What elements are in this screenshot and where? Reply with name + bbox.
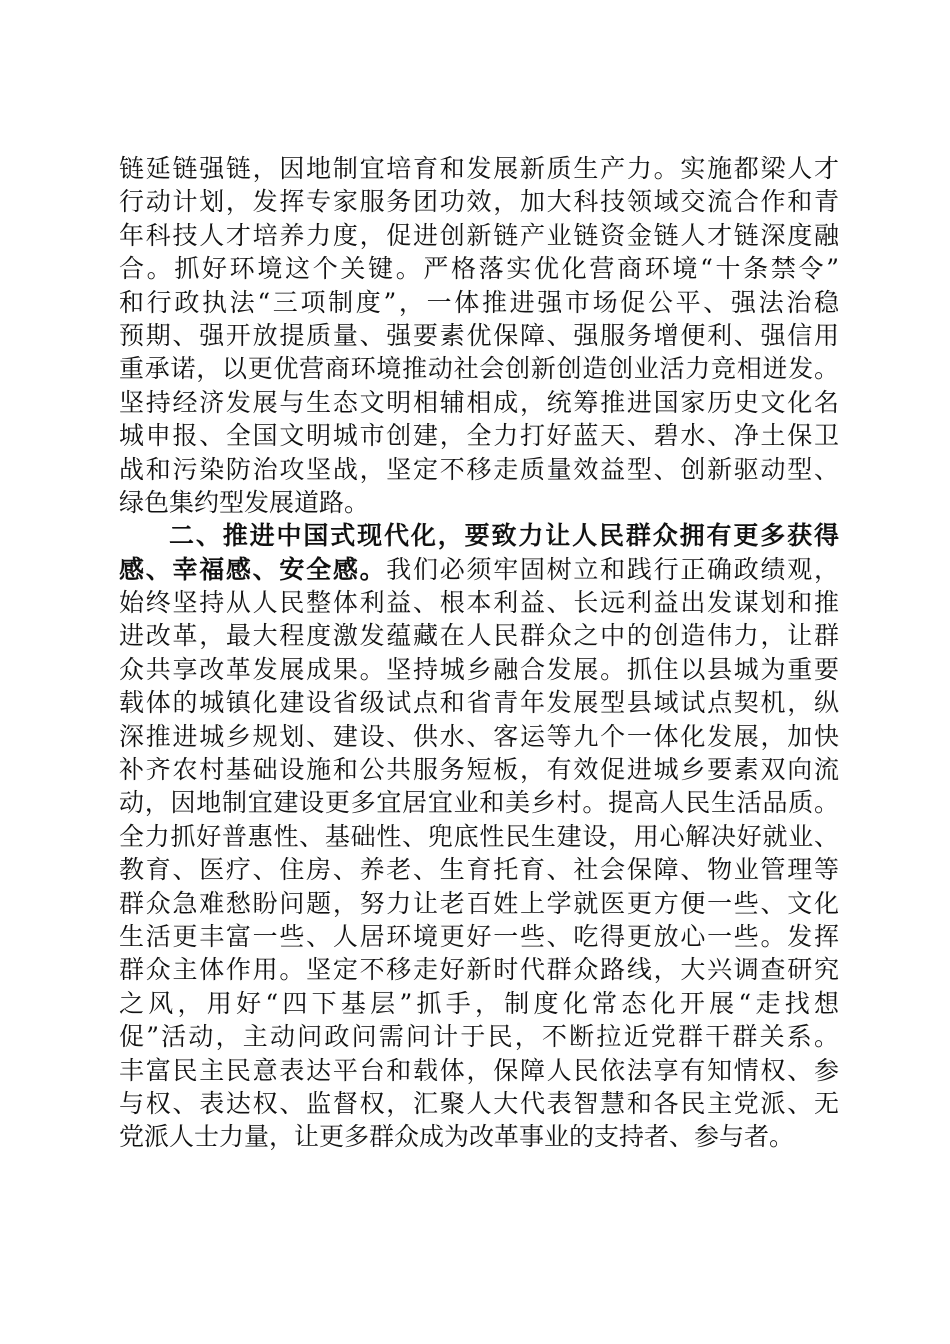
text-line: 促”活动，主动问政问需问计于民，不断拉近党群干群关系。	[119, 1022, 839, 1052]
text-line: 行动计划，发挥专家服务团功效，加大科技领域交流合作和青	[119, 187, 839, 217]
text-line: 年科技人才培养力度，促进创新链产业链资金链人才链深度融	[119, 220, 839, 250]
text-line: 群众主体作用。坚定不移走好新时代群众路线，大兴调查研究	[119, 955, 839, 985]
text-line: 坚持经济发展与生态文明相辅相成，统筹推进国家历史文化名	[119, 387, 839, 417]
text-line: 动，因地制宜建设更多宜居宜业和美乡村。提高人民生活品质。	[119, 788, 839, 818]
text-line: 群众急难愁盼问题，努力让老百姓上学就医更方便一些、文化	[119, 888, 839, 918]
text-line: 载体的城镇化建设省级试点和省青年发展型县域试点契机，纵	[119, 688, 839, 718]
paragraph-people	[119, 519, 839, 1153]
text-line: 链延链强链，因地制宜培育和发展新质生产力。实施都梁人才	[119, 154, 839, 183]
text-line: 与权、表达权、监督权，汇聚人大代表智慧和各民主党派、无	[119, 1088, 839, 1118]
text-line: 深推进城乡规划、建设、供水、客运等九个一体化发展，加快	[119, 721, 839, 751]
text-line: 始终坚持从人民整体利益、根本利益、长远利益出发谋划和推	[119, 588, 839, 618]
text-line: 丰富民主民意表达平台和载体，保障人民依法享有知情权、参	[119, 1055, 839, 1085]
text-line: 补齐农村基础设施和公共服务短板，有效促进城乡要素双向流	[119, 755, 839, 785]
section-heading: 二、推进中国式现代化，要致力让人民群众拥有更多获得	[169, 521, 839, 551]
text-line: 合。抓好环境这个关键。严格落实优化营商环境“十条禁令”	[119, 254, 839, 284]
text-line: 生活更丰富一些、人居环境更好一些、吃得更放心一些。发挥	[119, 921, 839, 951]
text-line	[119, 553, 839, 586]
text-line: 全力抓好普惠性、基础性、兜底性民生建设，用心解决好就业、	[119, 821, 839, 851]
text-fragment: 我们必须牢固树立和践行正确政绩观，	[386, 554, 839, 584]
text-line: 重承诺，以更优营商环境推动社会创新创造创业活力竞相迸发。	[119, 354, 839, 384]
text-line: 和行政执法“三项制度”，一体推进强市场促公平、强法治稳	[119, 287, 839, 317]
text-line: 预期、强开放提质量、强要素优保障、强服务增便利、强信用	[119, 320, 839, 350]
text-line: 党派人士力量，让更多群众成为改革事业的支持者、参与者。	[119, 1122, 795, 1152]
text-line: 城申报、全国文明城市创建，全力打好蓝天、碧水、净土保卫	[119, 421, 839, 451]
paragraph-economy	[119, 152, 839, 519]
text-line: 众共享改革发展成果。坚持城乡融合发展。抓住以县城为重要	[119, 654, 839, 684]
text-line: 绿色集约型发展道路。	[119, 487, 370, 517]
text-line: 战和污染防治攻坚战，坚定不移走质量效益型、创新驱动型、	[119, 454, 839, 484]
text-line: 进改革，最大程度激发蕴藏在人民群众之中的创造伟力，让群	[119, 621, 839, 651]
text-line: 教育、医疗、住房、养老、生育托育、社会保障、物业管理等	[119, 855, 839, 885]
body-text	[119, 152, 839, 1154]
section-heading-continuation: 感、幸福感、安全感。	[119, 554, 387, 584]
text-line: 之风，用好“四下基层”抓手，制度化常态化开展“走找想	[119, 988, 839, 1018]
